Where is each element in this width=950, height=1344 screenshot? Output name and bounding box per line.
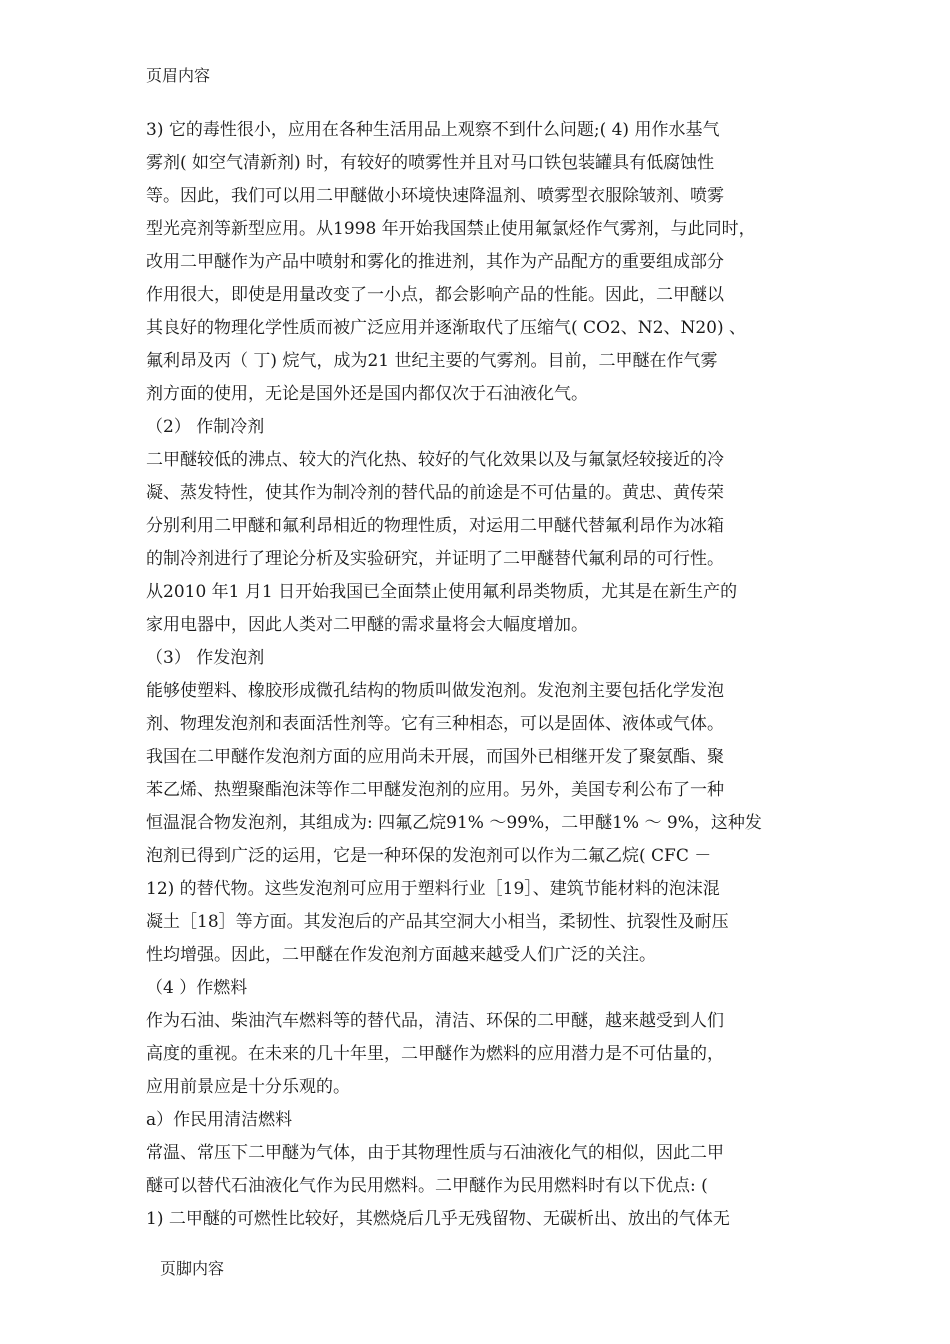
text-line: 作为石油、柴油汽车燃料等的替代品，清洁、环保的二甲醚，越来越受到人们 (146, 1011, 724, 1031)
text-line: 应用前景应是十分乐观的。 (146, 1077, 350, 1097)
text-line: 改用二甲醚作为产品中喷射和雾化的推进剂，其作为产品配方的重要组成部分 (146, 252, 724, 272)
text-line: 能够使塑料、橡胶形成微孔结构的物质叫做发泡剂。发泡剂主要包括化学发泡 (146, 681, 724, 701)
text-line: 12) 的替代物。这些发泡剂可应用于塑料行业［19］、建筑节能材料的泡沫混 (146, 879, 720, 899)
text-line: 作用很大，即使是用量改变了一小点，都会影响产品的性能。因此，二甲醚以 (146, 285, 724, 305)
text-line: 恒温混合物发泡剂，其组成为: 四氟乙烷91% ～99%，二甲醚1% ～ 9%，这种发 (146, 813, 762, 833)
text-line: 型光亮剂等新型应用。从1998 年开始我国禁止使用氟氯烃作气雾剂，与此同时， (146, 219, 756, 239)
text-line: 剂方面的使用，无论是国外还是国内都仅次于石油液化气。 (146, 384, 588, 404)
text-line: 分别利用二甲醚和氟利昂相近的物理性质，对运用二甲醚代替氟利昂作为冰箱 (146, 516, 724, 536)
text-line: 苯乙烯、热塑聚酯泡沫等作二甲醚发泡剂的应用。另外，美国专利公布了一种 (146, 780, 724, 800)
page-footer: 页脚内容 (160, 1259, 225, 1278)
text-line: （3） 作发泡剂 (146, 648, 265, 668)
text-line: 从2010 年1 月1 日开始我国已全面禁止使用氟利昂类物质，尤其是在新生产的 (146, 582, 738, 602)
text-line: 3) 它的毒性很小，应用在各种生活用品上观察不到什么问题;( 4) 用作水基气 (146, 120, 720, 140)
document-body (146, 114, 826, 1236)
text-line: 凝土［18］等方面。其发泡后的产品其空洞大小相当，柔韧性、抗裂性及耐压 (146, 912, 729, 932)
text-line: 雾剂( 如空气清新剂) 时，有较好的喷雾性并且对马口铁包装罐具有低腐蚀性 (146, 153, 715, 173)
text-line: 的制冷剂进行了理论分析及实验研究，并证明了二甲醚替代氟利昂的可行性。 (146, 549, 724, 569)
text-line: 1) 二甲醚的可燃性比较好，其燃烧后几乎无残留物、无碳析出、放出的气体无 (146, 1209, 730, 1229)
text-line: 常温、常压下二甲醚为气体，由于其物理性质与石油液化气的相似，因此二甲 (146, 1143, 724, 1163)
text-line: 二甲醚较低的沸点、较大的汽化热、较好的气化效果以及与氟氯烃较接近的冷 (146, 450, 724, 470)
text-line: 醚可以替代石油液化气作为民用燃料。二甲醚作为民用燃料时有以下优点: ( (146, 1176, 708, 1196)
text-line: 家用电器中，因此人类对二甲醚的需求量将会大幅度增加。 (146, 615, 588, 635)
text-line: 泡剂已得到广泛的运用，它是一种环保的发泡剂可以作为二氟乙烷( CFC － (146, 846, 712, 866)
text-line: 性均增强。因此，二甲醚在作发泡剂方面越来越受人们广泛的关注。 (146, 945, 656, 965)
text-line: 氟利昂及丙（ 丁) 烷气，成为21 世纪主要的气雾剂。目前，二甲醚在作气雾 (146, 351, 718, 371)
text-line: a）作民用清洁燃料 (146, 1110, 293, 1130)
page-header: 页眉内容 (146, 66, 211, 85)
text-line: 等。因此，我们可以用二甲醚做小环境快速降温剂、喷雾型衣服除皱剂、喷雾 (146, 186, 724, 206)
text-line: 高度的重视。在未来的几十年里，二甲醚作为燃料的应用潜力是不可估量的， (146, 1044, 724, 1064)
text-line: 凝、蒸发特性，使其作为制冷剂的替代品的前途是不可估量的。黄忠、黄传荣 (146, 483, 724, 503)
text-line: 我国在二甲醚作发泡剂方面的应用尚未开展，而国外已相继开发了聚氨酯、聚 (146, 747, 724, 767)
text-line: （4 ）作燃料 (146, 978, 248, 998)
text-line: 剂、物理发泡剂和表面活性剂等。它有三种相态，可以是固体、液体或气体。 (146, 714, 724, 734)
text-line: 其良好的物理化学性质而被广泛应用并逐渐取代了压缩气( CO2、N2、N20) 、 (146, 318, 747, 338)
text-line: （2） 作制冷剂 (146, 417, 265, 437)
